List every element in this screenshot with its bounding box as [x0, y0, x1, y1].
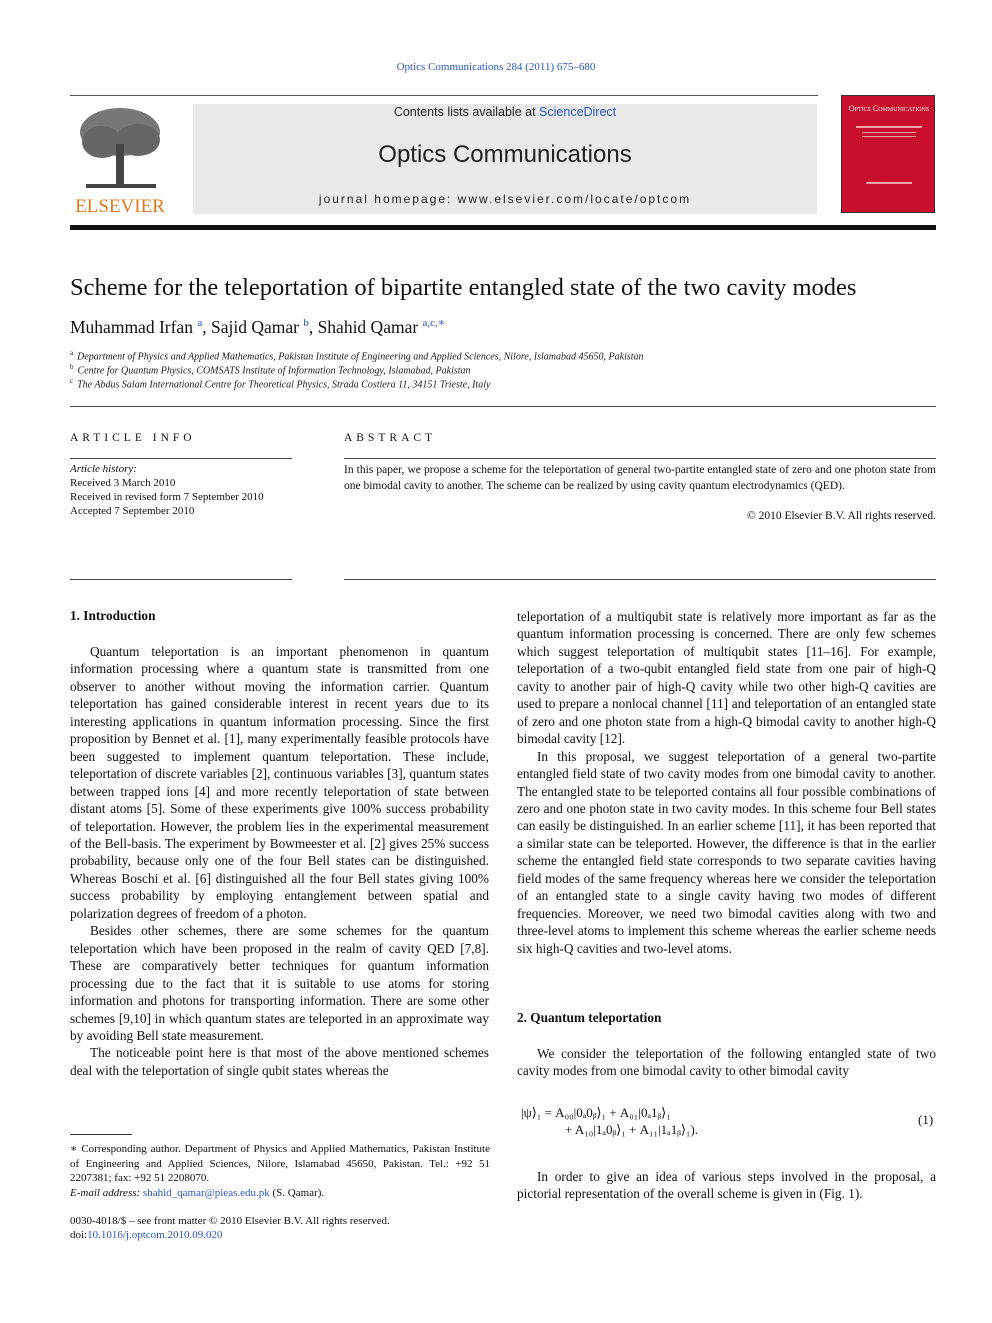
- abstract-text: In this paper, we propose a scheme for the teleportation of general two-partite entangled state of zero and one photon state from one bimodal cavity to another. The scheme can be realized by using cavity quantum electrodynamics (QED).: [344, 464, 936, 492]
- email-suffix: (S. Qamar).: [272, 1186, 325, 1199]
- journal-homepage[interactable]: journal homepage: www.elsevier.com/locate/optcom: [318, 192, 692, 206]
- affiliation-text: Centre for Quantum Physics, COMSATS Institute of Information Technology, Islamabad, Pakistan: [77, 365, 471, 377]
- revised-date: Received in revised form 7 September 2010: [70, 491, 264, 503]
- divider: [70, 406, 936, 407]
- body-column-right: [517, 608, 936, 957]
- divider: [70, 579, 292, 580]
- paragraph-text: We consider the teleportation of the following entangled state of two cavity modes from one bimodal cavity to other bimodal cavity: [517, 1046, 936, 1079]
- logo-wordmark: ELSEVIER: [75, 196, 165, 216]
- affiliation: [70, 363, 471, 376]
- equation-line: |ψ⟩₁ = A₀₀|0ₐ0ᵦ⟩₁ + A₀₁|0ₐ1ᵦ⟩₁: [521, 1105, 671, 1120]
- paragraph: [517, 1168, 936, 1203]
- author-affiliation-mark[interactable]: b: [303, 317, 309, 329]
- author-affiliation-mark[interactable]: a: [197, 317, 203, 329]
- header-top-rule: [70, 95, 818, 96]
- paragraph: In this proposal, we suggest teleportation of a general two-partite entangled field state of two cavity modes from one bimodal cavity to another. The entangled state to be teleported contains all four possible combinations of zero and one photon state in two cavity modes. In this scheme four Bell states can easily be distinguished. In an earlier scheme [11], it has been reported that a similar state can be teleported. However, the difference is that in the earlier scheme the entangled field state corresponds to two separate cavities having field modes of the same frequency whereas here we consider the teleportation of an entangled state to a single cavity having two modes of different frequencies. Moreover, we need two bimodal cavities along with two and three-level atoms to implement this scheme whereas the earlier scheme needs six high-Q cavities and two-level atoms.: [517, 748, 936, 956]
- equation-line: + A₁₀|1ₐ0ᵦ⟩₁ + A₁₁|1ₐ1ᵦ⟩₁).: [565, 1122, 699, 1137]
- paragraph: Quantum teleportation is an important phenomenon in quantum information processing where a quantum state is transmitted from one observer to another without moving the information carrier. Quantum teleportation has gained considerable interest in recent years due to its interesting applications in quantum information processing. Since the first proposition by Bennet et al. [1], many experimentally feasible protocols have been suggested to implement quantum teleportation. These include, teleportation of discrete variables [2], continuous variables [3], quantum states between trapped ions [4] and more recently teleportation of state between distant atoms [5]. Some of these experiments give 100% success probability of teleportation. However, the problem lies in the experimental measurement of the Bell-basis. The experiment by Bowmeester et al. [2] gives 25% success probability, because only one of the four Bell states can be distinguished. Whereas Boschi et al. [6] distinguished all the four Bell states giving 100% success probability by employing entanglement between spatial and polarization degrees of freedom of a photon.: [70, 644, 489, 921]
- footnote-rule: [70, 1134, 132, 1135]
- divider: [344, 458, 936, 459]
- affiliation: [70, 377, 490, 390]
- article-history: [70, 462, 292, 518]
- author-name: Muhammad Irfan: [70, 316, 193, 337]
- article-info-heading: ARTICLE INFO: [70, 432, 196, 444]
- elsevier-logo: [68, 104, 172, 216]
- cover-decoration: [852, 126, 926, 186]
- doi-line: [70, 1228, 490, 1242]
- accepted-date: Accepted 7 September 2010: [70, 505, 195, 517]
- received-date: Received 3 March 2010: [70, 477, 176, 489]
- journal-cover[interactable]: [841, 95, 935, 213]
- corresponding-author-footnote: [70, 1142, 490, 1200]
- divider: [344, 579, 936, 580]
- author-name: Sajid Qamar: [210, 316, 299, 337]
- contents-line: [193, 105, 817, 119]
- email-link[interactable]: shahid_qamar@pieas.edu.pk: [142, 1186, 270, 1199]
- header-bottom-rule: [70, 225, 936, 230]
- doi-label: doi:: [70, 1229, 88, 1241]
- author-affiliation-mark[interactable]: a,c,∗: [422, 317, 446, 329]
- tree-icon: [80, 108, 160, 188]
- email-label: E-mail address:: [70, 1186, 141, 1199]
- front-matter: [70, 1214, 490, 1242]
- author-list: Muhammad Irfan $^a$, Sajid Qamar $^b$, Shahid Qamar $^{a,c,∗}$: [70, 316, 446, 337]
- affiliation-mark: a: [70, 349, 74, 357]
- article-title: Scheme for the teleportation of bipartite entangled state of the two cavity modes: [70, 274, 857, 301]
- affiliation-mark: b: [70, 363, 74, 371]
- equation-1: [517, 1104, 936, 1138]
- body-column-left: [70, 643, 489, 1079]
- affiliation: [70, 349, 644, 362]
- doi-link[interactable]: 10.1016/j.optcom.2010.09.020: [87, 1229, 223, 1241]
- cover-title: Optics Communications: [848, 104, 930, 113]
- paragraph-text: In order to give an idea of various steps involved in the proposal, a pictorial representation of the overall scheme is given in (Fig. 1).: [517, 1169, 936, 1202]
- author-name: Shahid Qamar: [317, 316, 419, 337]
- paragraph: Besides other schemes, there are some schemes for the quantum teleportation which have been proposed in the realm of cavity QED [7,8]. These are comparatively better techniques for quantum information processing due to the fact that it is suitable to use atoms for storing information and photons for transporting information. There are some other schemes [9,10] in which quantum states are teleported in an approximate way by avoiding Bell state measurement.: [70, 923, 489, 1043]
- equation-number: (1): [918, 1112, 934, 1127]
- section-heading: 1. Introduction: [70, 608, 156, 623]
- sciencedirect-link[interactable]: ScienceDirect: [539, 105, 617, 119]
- footnote-text: ∗ Corresponding author. Department of Physics and Applied Mathematics, Pakistan Institute of Engineering and Applied Sciences, Nilore, Islamabad 45650, Pakistan. Tel.: +92 51 2207381; fax: +92 51 2208070.: [70, 1143, 490, 1184]
- divider: [70, 458, 292, 459]
- section-heading: 2. Quantum teleportation: [517, 1010, 662, 1025]
- paragraph: teleportation of a multiqubit state is relatively more important as far as the quantum information processing is concerned. There are only few schemes which suggest teleportation of multiqubit states [11–16]. For example, teleportation of a two-qubit entangled field state from one pair of high-Q cavity to another pair of high-Q cavity while two other high-Q cavities are used to prepare a nonlocal channel [11] and teleportation of an entangled state of zero and one photon state from a high-Q bimodal cavity to another high-Q bimodal cavity [12].: [517, 609, 936, 747]
- abstract-heading: ABSTRACT: [344, 432, 437, 444]
- paragraph: The noticeable point here is that most of the above mentioned schemes deal with the teleportation of single qubit states whereas the: [70, 1045, 489, 1078]
- journal-title: Optics Communications: [378, 141, 632, 168]
- issn-line: 0030-4018/$ – see front matter © 2010 Elsevier B.V. All rights reserved.: [70, 1215, 390, 1227]
- affiliation-mark: c: [70, 377, 74, 385]
- paragraph: [517, 1045, 936, 1080]
- history-label: Article history:: [70, 463, 137, 475]
- affiliation-text: The Abdus Salam International Centre for Theoretical Physics, Strada Costiera 11, 34151 Trieste, Italy: [77, 379, 491, 391]
- journal-citation[interactable]: Optics Communications 284 (2011) 675–680: [396, 61, 596, 73]
- affiliation-text: Department of Physics and Applied Mathematics, Pakistan Institute of Engineering and Applied Sciences, Nilore, Islamabad 45650, Pakistan: [77, 351, 644, 363]
- contents-prefix: Contents lists available at: [393, 105, 536, 119]
- copyright: © 2010 Elsevier B.V. All rights reserved.: [747, 510, 936, 522]
